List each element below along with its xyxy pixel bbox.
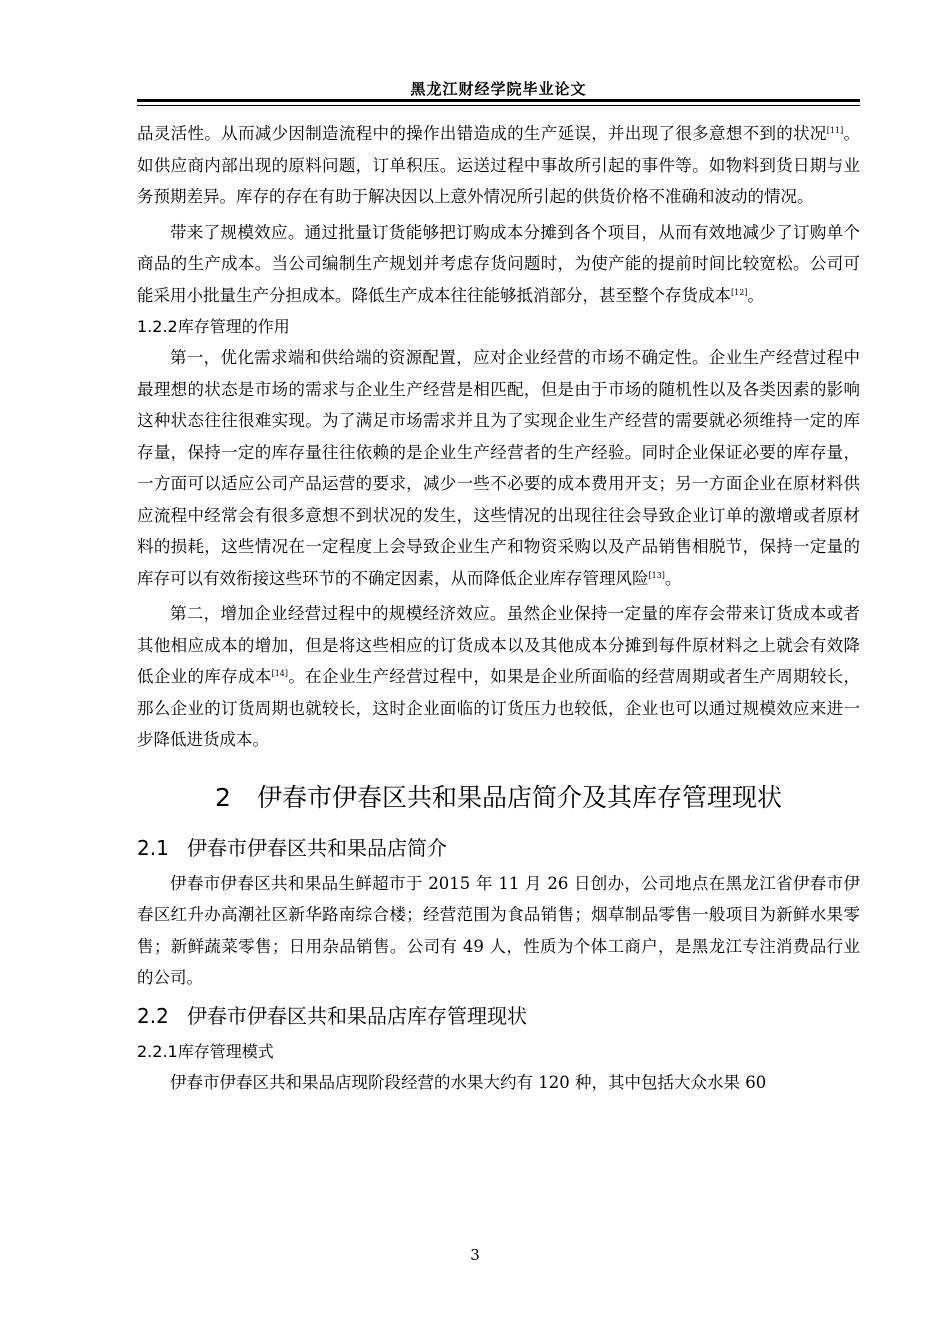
section-heading-2-2-1 <box>137 1036 860 1067</box>
document-body <box>137 118 860 1098</box>
section-heading-1-2-2 <box>137 311 860 342</box>
citation: [12] <box>731 287 748 297</box>
paragraph-text: 。如供应商内部出现的原料问题，订单积压。运送过程中事故所引起的事件等。如物料到货日期与业务预期差异。库存的存在有助于解决因以上意外情况所引起的供货价格不准确和波动的情况。 <box>137 124 861 206</box>
paragraph-text: 第二，增加企业经营过程中的规模经济效应。虽然企业保持一定量的库存会带来订货成本或者其他相应成本的增加，但是将这些相应的订货成本以及其他成本分摊到每件原材料之上就会有效降低企业的库存成本 <box>137 604 860 686</box>
paragraph <box>137 868 860 994</box>
paragraph-text: 伊春市伊春区共和果品生鲜超市于 2015 年 11 月 26 日创办，公司地点在黑龙江省伊春市伊春区红升办高潮社区新华路南综合楼；经营范围为食品销售；烟草制品零售一般项目为新鲜水果零售；新鲜蔬菜零售；日用杂品销售。公司有 49 人，性质为个体工商户，是黑龙江专注消费品行业的公司。 <box>137 873 860 987</box>
citation: [13] <box>648 570 665 580</box>
section-title: 伊春市伊春区共和果品店库存管理现状 <box>187 1003 527 1028</box>
paragraph-text: 第一，优化需求端和供给端的资源配置，应对企业经营的市场不确定性。企业生产经营过程中最理想的状态是市场的需求与企业生产经营是相匹配，但是由于市场的随机性以及各类因素的影响这种状态往往很难实现。为了满足市场需求并且为了实现企业生产经营的需要就必须维持一定的库存量，保持一定的库存量往往依赖的是企业生产经营者的生产经验。同时企业保证必要的库存量，一方面可以适应公司产品运营的要求，减少一些不必要的成本费用开支；另一方面企业在原材料供应流程中经常会有很多意想不到状况的发生，这些情况的出现往往会导致企业订单的激增或者原材料的损耗，这些情况在一定程度上会导致企业生产和物资采购以及产品销售相脱节，保持一定量的库存可以有效衔接这些环节的不确定因素，从而降低企业库存管理风险 <box>137 348 860 588</box>
paragraph-text: 。 <box>747 285 764 305</box>
header-rule-thin <box>137 105 860 106</box>
section-heading-2-2 <box>137 998 860 1034</box>
section-title: 库存管理的作用 <box>177 317 290 336</box>
page-number: 3 <box>470 1246 480 1264</box>
paragraph-text: 品灵活性。从而减少因制造流程中的操作出错造成的生产延误，并出现了很多意想不到的状况 <box>137 124 827 143</box>
paragraph-text: 。在企业生产经营过程中，如果是企业所面临的经营周期或者生产周期较长，那么企业的订货周期也就较长，这时企业面临的订货压力也较低，企业也可以通过规模效应来进一步降低进货成本。 <box>137 667 861 749</box>
section-title: 库存管理模式 <box>177 1041 274 1061</box>
section-number: 2.1 <box>137 835 169 860</box>
citation: [14] <box>271 669 289 678</box>
section-heading-2-1 <box>137 830 860 866</box>
chapter-number: 2 <box>215 782 231 812</box>
paragraph <box>137 342 860 594</box>
section-title: 伊春市伊春区共和果品店简介 <box>187 835 447 860</box>
section-number: 1.2.2 <box>137 317 178 336</box>
paragraph-text: 。 <box>664 568 682 588</box>
running-header: 黑龙江财经学院毕业论文 <box>410 80 587 98</box>
header-rule-thick <box>137 99 860 102</box>
section-number: 2.2 <box>137 1003 169 1028</box>
section-number: 2.2.1 <box>137 1041 178 1061</box>
citation: [11] <box>826 126 844 135</box>
paragraph-text: 带来了规模效应。通过批量订货能够把订购成本分摊到各个项目，从而有效地减少了订购单个商品的生产成本。当公司编制生产规划并考虑存货问题时，为使产能的提前时间比较宽松。公司可能采用小批量生产分担成本。降低生产成本往往能够抵消部分，甚至整个存货成本 <box>137 222 860 305</box>
paragraph-text: 伊春市伊春区共和果品店现阶段经营的水果大约有 120 种，其中包括大众水果 60 <box>170 1072 767 1092</box>
chapter-heading-2 <box>137 778 860 818</box>
chapter-title: 伊春市伊春区共和果品店简介及其库存管理现状 <box>256 782 782 812</box>
paragraph <box>137 217 860 312</box>
paragraph <box>137 1067 860 1099</box>
paragraph <box>137 118 860 213</box>
paragraph <box>137 598 860 756</box>
